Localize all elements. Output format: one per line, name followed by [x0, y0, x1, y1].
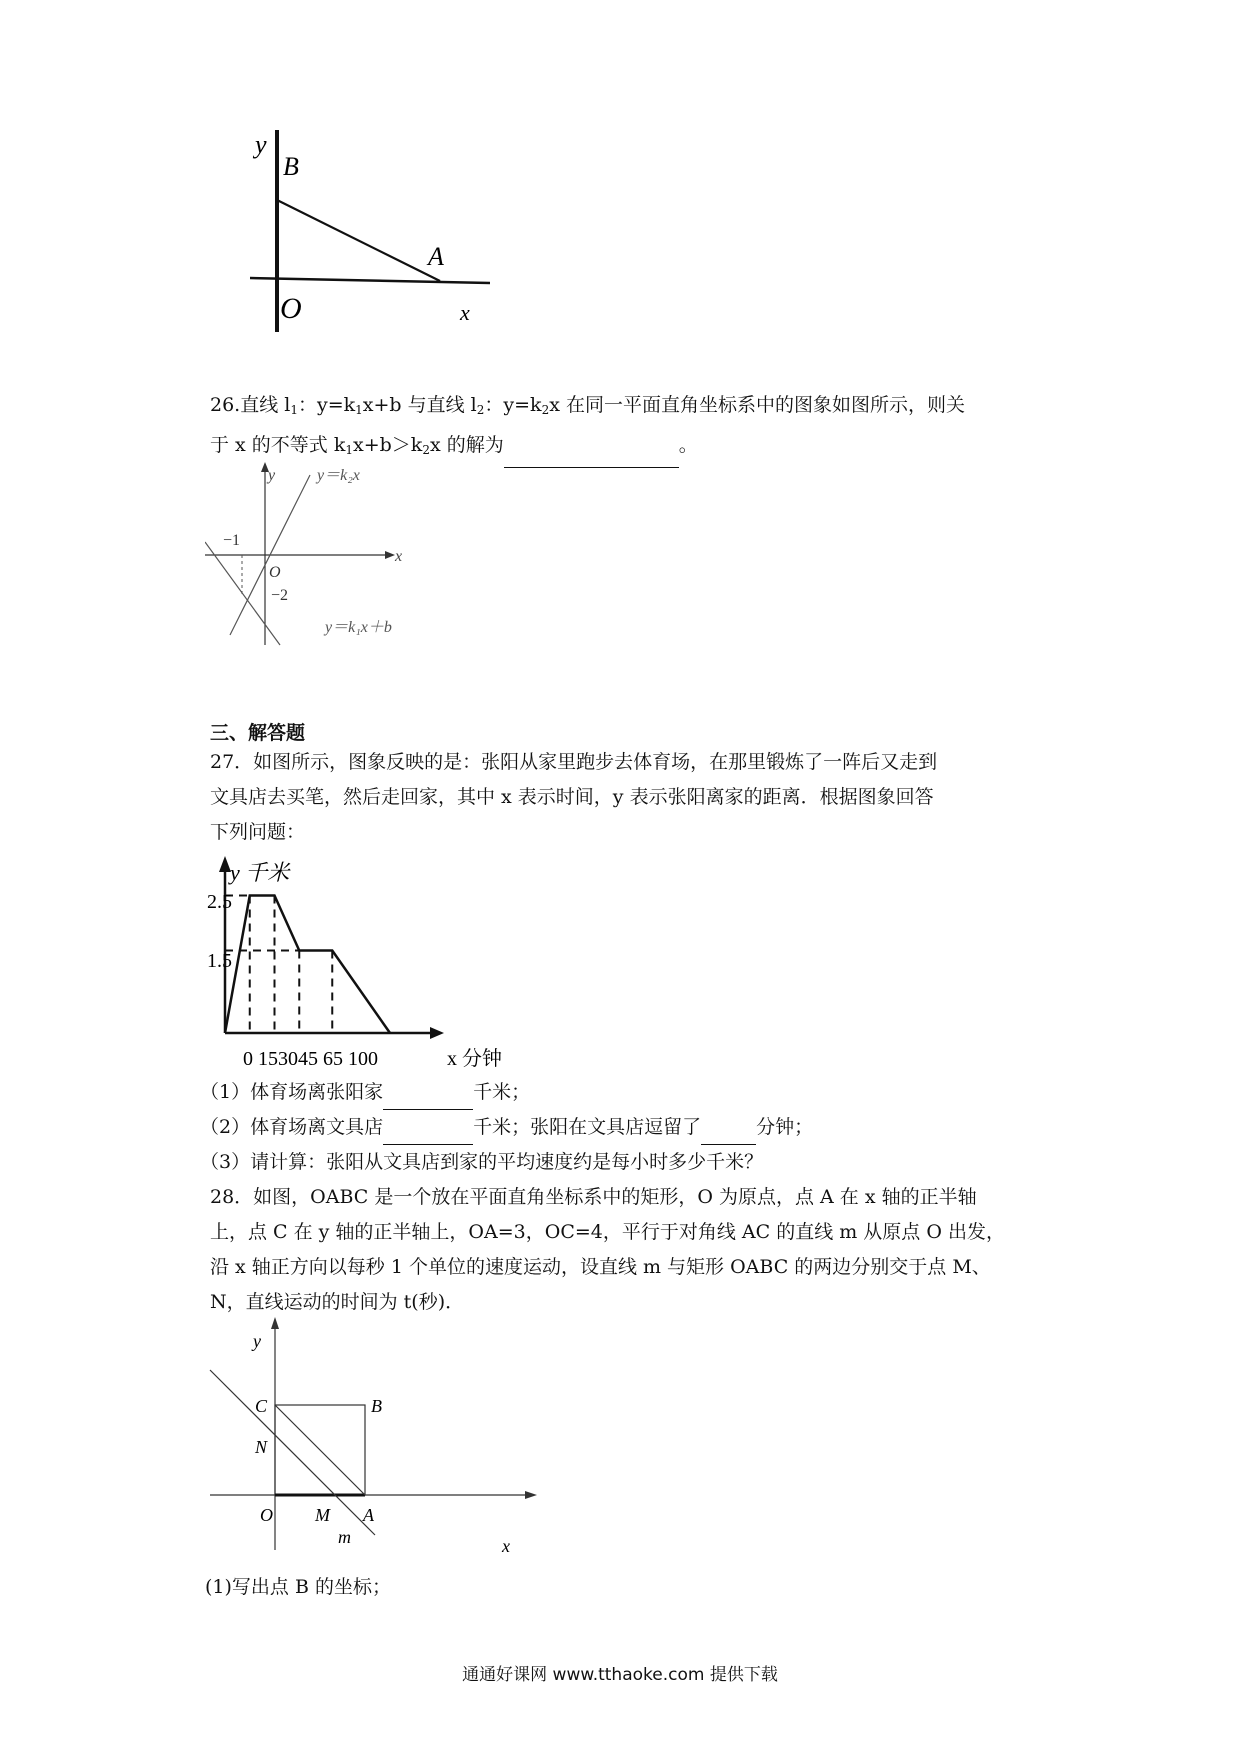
q28-line-4: N，直线运动的时间为 t(秒)． [210, 1291, 465, 1313]
y-tick-2-5: 2.5 [207, 891, 232, 913]
question-27 [210, 745, 1060, 850]
chart-q27-distance-time [205, 850, 535, 1075]
answer-blank[interactable] [504, 445, 679, 468]
label-minus-2: −2 [271, 587, 289, 604]
figure-q28-rectangle [205, 1315, 545, 1555]
label-minus-1: −1 [223, 532, 241, 549]
answer-blank-1[interactable] [383, 1087, 473, 1110]
y-tick-1-5: 1.5 [207, 950, 232, 972]
x-axis-label: x 分钟 [447, 1048, 502, 1070]
q28-part-1: (1)写出点 B 的坐标； [205, 1576, 391, 1598]
label-n: N [255, 1437, 268, 1457]
label-y: y [253, 1331, 261, 1351]
q27-part-3: （3）请计算：张阳从文具店到家的平均速度约是每小时多少千米？ [200, 1151, 764, 1173]
page-footer: 通通好课网 www.tthaoke.com 提供下载 [462, 1665, 778, 1685]
q27-line-3: 下列问题： [210, 821, 306, 843]
section-3-heading: 三、解答题 [210, 722, 306, 744]
q26-line-2: 于 x 的不等式 $k_1x+b>k_2x$ 的解为 。 [210, 428, 1060, 468]
q27-line-2: 文具店去买笔，然后走回家，其中 x 表示时间，y 表示张阳离家的距离．根据图象回答 [210, 786, 934, 808]
q27-part-1: （1）体育场离张阳家 千米； [200, 1075, 1050, 1110]
label-y: y [255, 130, 267, 159]
x-axis-arrow [430, 1027, 444, 1039]
q28-line-3: 沿 x 轴正方向以每秒 1 个单位的速度运动，设直线 m 与矩形 OABC 的两边分别交于点 M、 [210, 1256, 991, 1278]
x-tick-labels: 0 153045 65 100 [243, 1048, 378, 1070]
figure-triangle-oab [250, 120, 490, 340]
diagonal-ac [275, 1405, 365, 1495]
label-x: x [460, 300, 470, 325]
q28-line-2: 上，点 C 在 y 轴的正半轴上，OA=3，OC=4，平行于对角线 AC 的直线 m 从原点 O 出发， [210, 1221, 1005, 1243]
label-l2: y＝k₂x [317, 467, 360, 484]
label-m-line: m [338, 1527, 351, 1547]
label-y: y [268, 467, 276, 484]
label-x: x [395, 548, 403, 565]
label-l1: y＝k₁x＋b [325, 619, 392, 636]
x-axis [250, 278, 490, 283]
answer-blank-2[interactable] [383, 1122, 473, 1145]
q27-line-1: 27．如图所示，图象反映的是：张阳从家里跑步去体育场，在那里锻炼了一阵后又走到 [210, 751, 938, 773]
label-o: O [269, 564, 281, 581]
label-c: C [255, 1396, 268, 1416]
x-arrow [525, 1491, 537, 1499]
figure-q26-lines [205, 460, 445, 650]
label-m-point: M [315, 1505, 330, 1525]
segment-ab [277, 200, 440, 281]
label-o: O [280, 292, 302, 325]
q27-part-2: （2）体育场离文具店 千米；张阳在文具店逗留了 分钟； [200, 1110, 1050, 1145]
label-b: B [283, 152, 299, 181]
label-a: A [428, 242, 444, 271]
y-axis-label: y 千米 [230, 860, 290, 885]
q26-line-1: 26.直线 $l_1$：$y=k_1x+b$ 与直线 $l_2$：$y=k_2x$ 在同一平面直角坐标系中的图象如图所示，则关 [210, 394, 965, 417]
line-m [210, 1370, 375, 1535]
y-arrow [271, 1317, 279, 1329]
label-b: B [371, 1396, 382, 1416]
label-x: x [502, 1536, 510, 1555]
question-26 [210, 388, 1060, 468]
answer-blank-3[interactable] [701, 1122, 756, 1145]
q28-line-1: 28．如图，OABC 是一个放在平面直角坐标系中的矩形，O 为原点，点 A 在 x 轴的正半轴 [210, 1186, 977, 1208]
label-o: O [260, 1505, 273, 1525]
question-28 [210, 1180, 1060, 1320]
q27-parts [200, 1075, 1050, 1180]
label-a: A [363, 1505, 374, 1525]
x-arrow [385, 551, 395, 559]
